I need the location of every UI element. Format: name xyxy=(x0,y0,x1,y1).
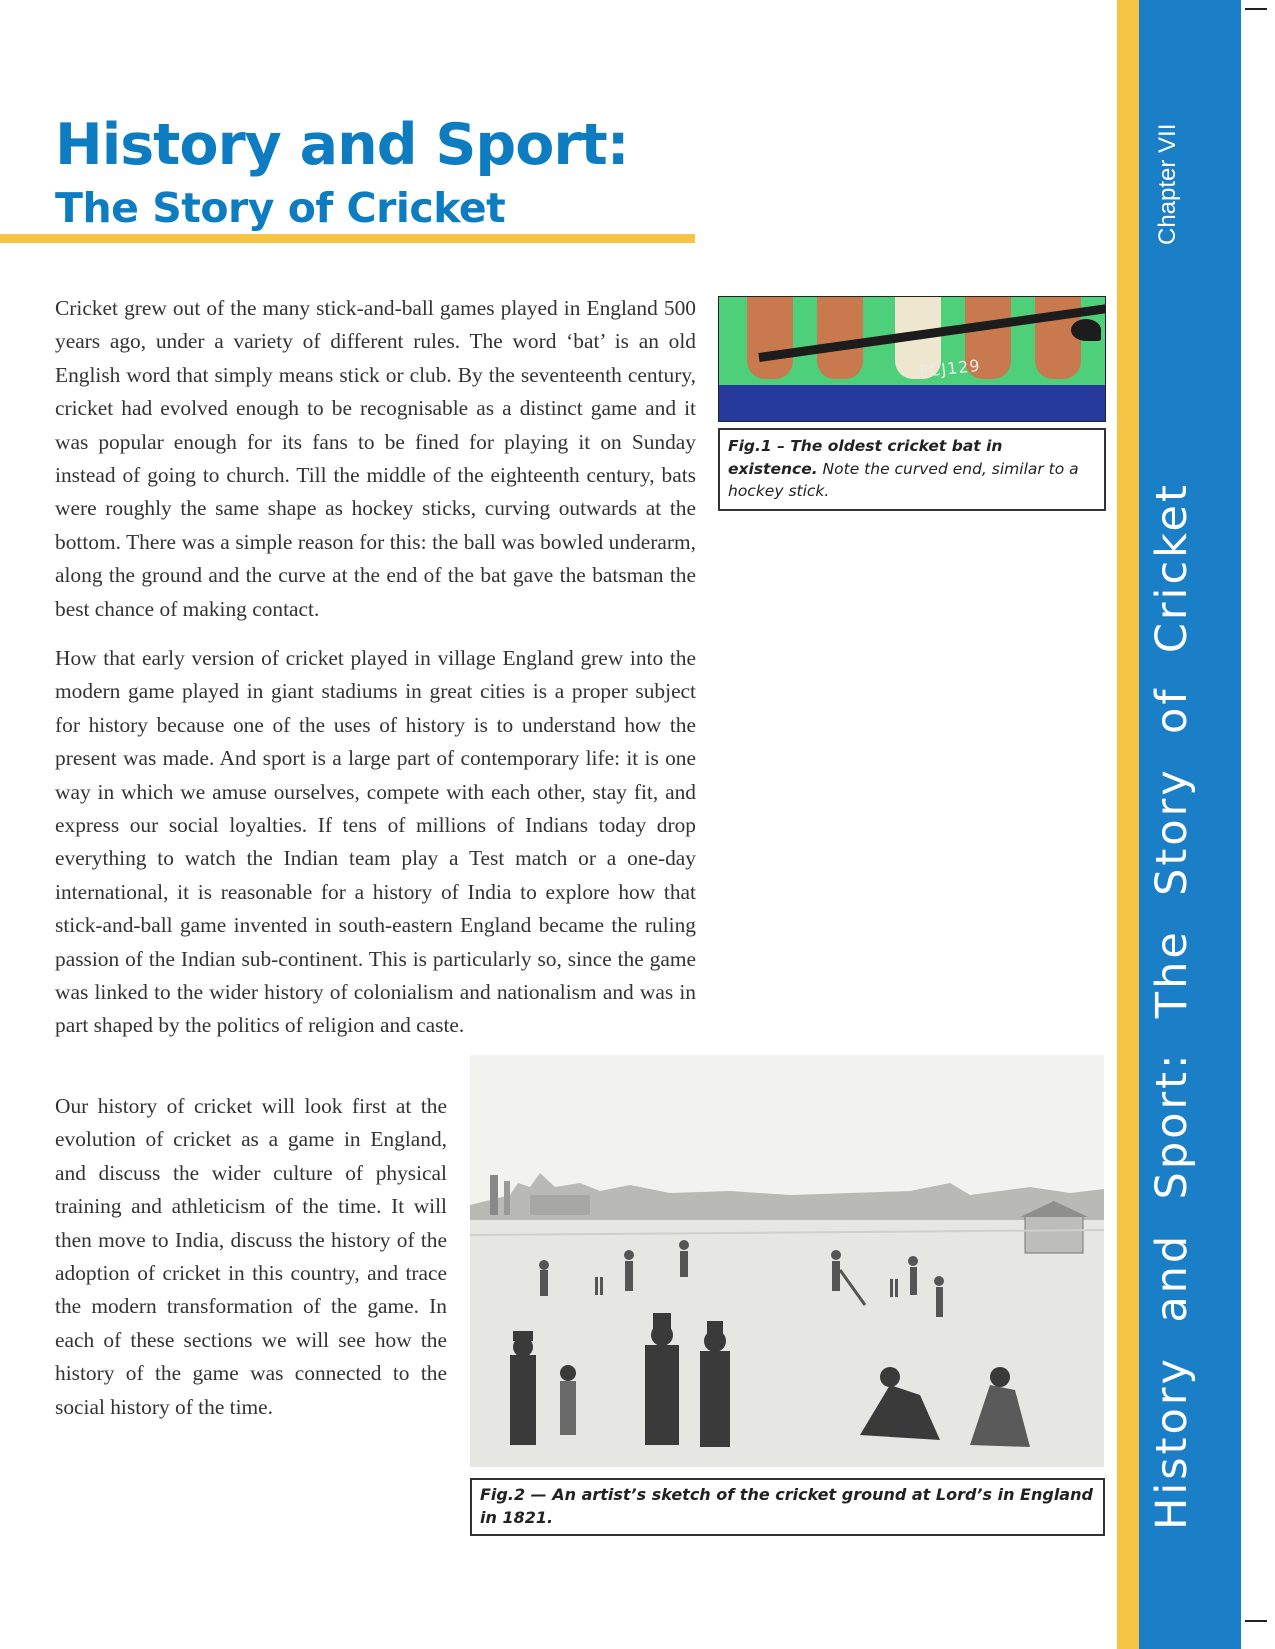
page-subtitle: The Story of Cricket xyxy=(55,184,506,232)
crop-mark-top xyxy=(1245,8,1267,10)
figure-1-label: Fig.1 – The oldest cricket bat in existence. xyxy=(728,437,1003,478)
sidebar-yellow-stripe xyxy=(1117,0,1139,1649)
body-paragraph-1: Cricket grew out of the many stick-and-ball games played in England 500 years ago, under a variety of different rules. The word ‘bat’ is an old English word that simply means stick or club. By the seventeenth century, cricket had evolved enough to be recognisable as a distinct game and it was popular enough for its fans to be fined for playing it on Sunday instead of going to church. Till the middle of the eighteenth century, bats were roughly the same shape as hockey sticks, curving outwards at the bottom. There was a simple reason for this: the ball was bowled underarm, along the ground and the curve at the end of the bat gave the batsman the best chance of making contact. xyxy=(55,296,696,621)
body-paragraph-2: How that early version of cricket played in village England grew into the modern game played in giant stadiums in great cities is a proper subject for history because one of the uses of history is to understand how the present was made. And sport is a large part of contemporary life: it is one way in which we amuse ourselves, compete with each other, stay fit, and express our social loyalties. If tens of millions of Indians today drop everything to watch the Indian team play a Test match or a one-day international, it is reasonable for a history of India to explore how that stick-and-ball game invented in south-eastern England became the ruling passion of the Indian sub-continent. This is particularly so, since the game was linked to the wider history of colonialism and nationalism and was in part shaped by the politics of religion and caste. xyxy=(55,646,696,1038)
figure-2-caption: Fig.2 — An artist’s sketch of the cricket ground at Lord’s in England in 1821. xyxy=(470,1478,1105,1536)
figure-1-caption xyxy=(718,428,1106,511)
lords-ground-sketch xyxy=(470,1055,1104,1467)
page-title: History and Sport: xyxy=(55,112,629,178)
chapter-label: Chapter VII xyxy=(1154,123,1181,245)
oldest-cricket-bat-photo xyxy=(718,296,1106,422)
running-title-vertical: History and Sport: The Story of Cricket xyxy=(1147,482,1197,1530)
body-paragraph-3: Our history of cricket will look first at the evolution of cricket as a game in England, and discuss the wider culture of physical training and athleticism of the time. It will then move to India, discuss the history of the adoption of cricket in this country, and trace the modern transformation of the game. In each of these sections we will see how the history of the game was connected to the social history of the time. xyxy=(55,1094,447,1419)
title-underline-rule xyxy=(0,234,695,243)
figure-1-caption-text: Note the curved end, similar to a hockey stick. xyxy=(728,459,1079,500)
crop-mark-bottom xyxy=(1245,1620,1267,1622)
bat-inscription: FCJ129 xyxy=(918,355,982,382)
